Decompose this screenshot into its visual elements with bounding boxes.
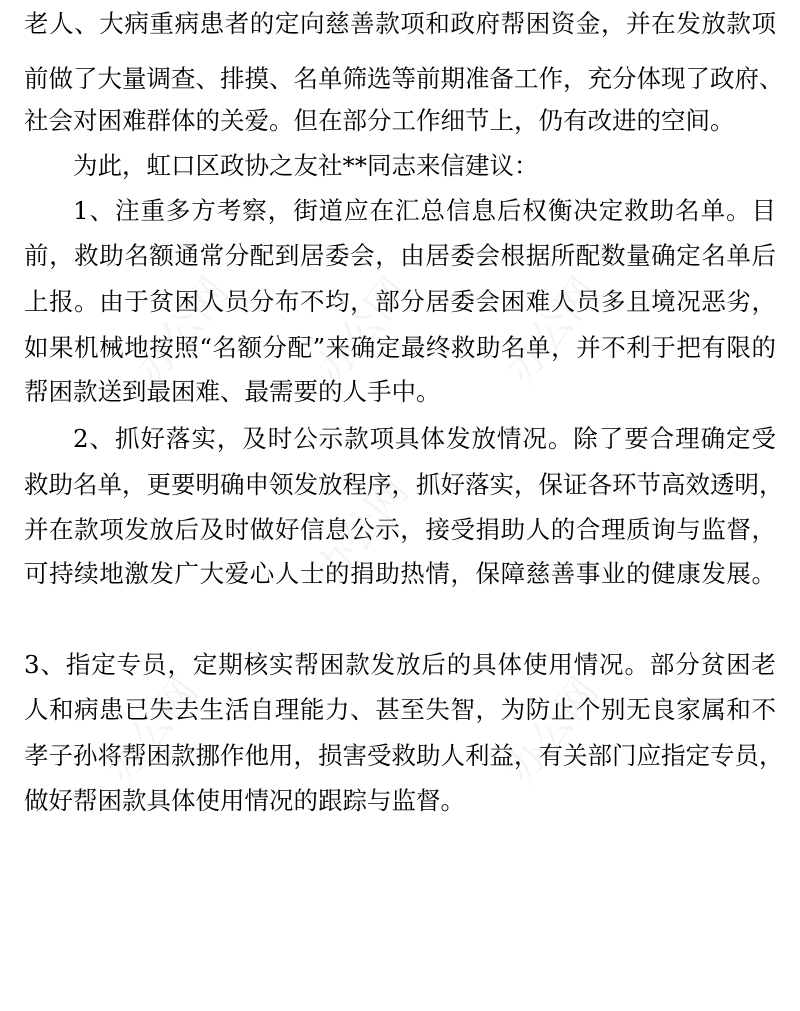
watermark-mark (491, 264, 610, 394)
text-line: 社会对困难群体的关爱。但在部分工作细节上，仍有改进的空间。 (24, 106, 735, 135)
text-line: 前，救助名额通常分配到居委会，由居委会根据所配数量确定名单后 (24, 241, 776, 270)
text-line: 孝子孙将帮困款挪作他用，损害受救助人利益，有关部门应指定专员， (24, 741, 784, 770)
text-line: 2、抓好落实，及时公示款项具体发放情况。除了要合理确定受 (73, 424, 776, 453)
text-line: 3、指定专员，定期核实帮困款发放后的具体使用情况。部分贫困老 (24, 650, 776, 679)
text-line: 并在款项发放后及时做好信息公示，接受捐助人的合理质询与监督， (24, 515, 776, 544)
text-line: 救助名单，更要明确申领发放程序，抓好落实，保证各环节高效透明， (24, 470, 784, 499)
watermark-mark (121, 264, 240, 394)
text-line: 帮困款送到最困难、最需要的人手中。 (24, 377, 441, 406)
watermark-mark (91, 664, 210, 794)
text-line: 可持续地激发广大爱心人士的捐助热情，保障慈善事业的健康发展。 (24, 559, 776, 588)
watermark-mark (301, 264, 420, 394)
text-line: 做好帮困款具体使用情况的跟踪与监督。 (24, 786, 465, 815)
text-line: 1、注重多方考察，街道应在汇总信息后权衡决定救助名单。目 (73, 196, 776, 225)
text-line: 人和病患已失去生活自理能力、甚至失智，为防止个别无良家属和不 (24, 695, 776, 724)
text-line: 如果机械地按照“名额分配”来确定最终救助名单，并不利于把有限的 (24, 333, 776, 362)
text-line: 前做了大量调查、排摸、名单筛选等前期准备工作，充分体现了政府、 (24, 64, 784, 93)
text-line: 为此，虹口区政协之友社**同志来信建议： (73, 151, 539, 180)
text-line: 上报。由于贫困人员分布不均，部分居委会困难人员多且境况恶劣， (24, 287, 776, 316)
text-line: 老人、大病重病患者的定向慈善款项和政府帮困资金，并在发放款项 (24, 9, 776, 38)
watermark-mark (491, 664, 610, 794)
